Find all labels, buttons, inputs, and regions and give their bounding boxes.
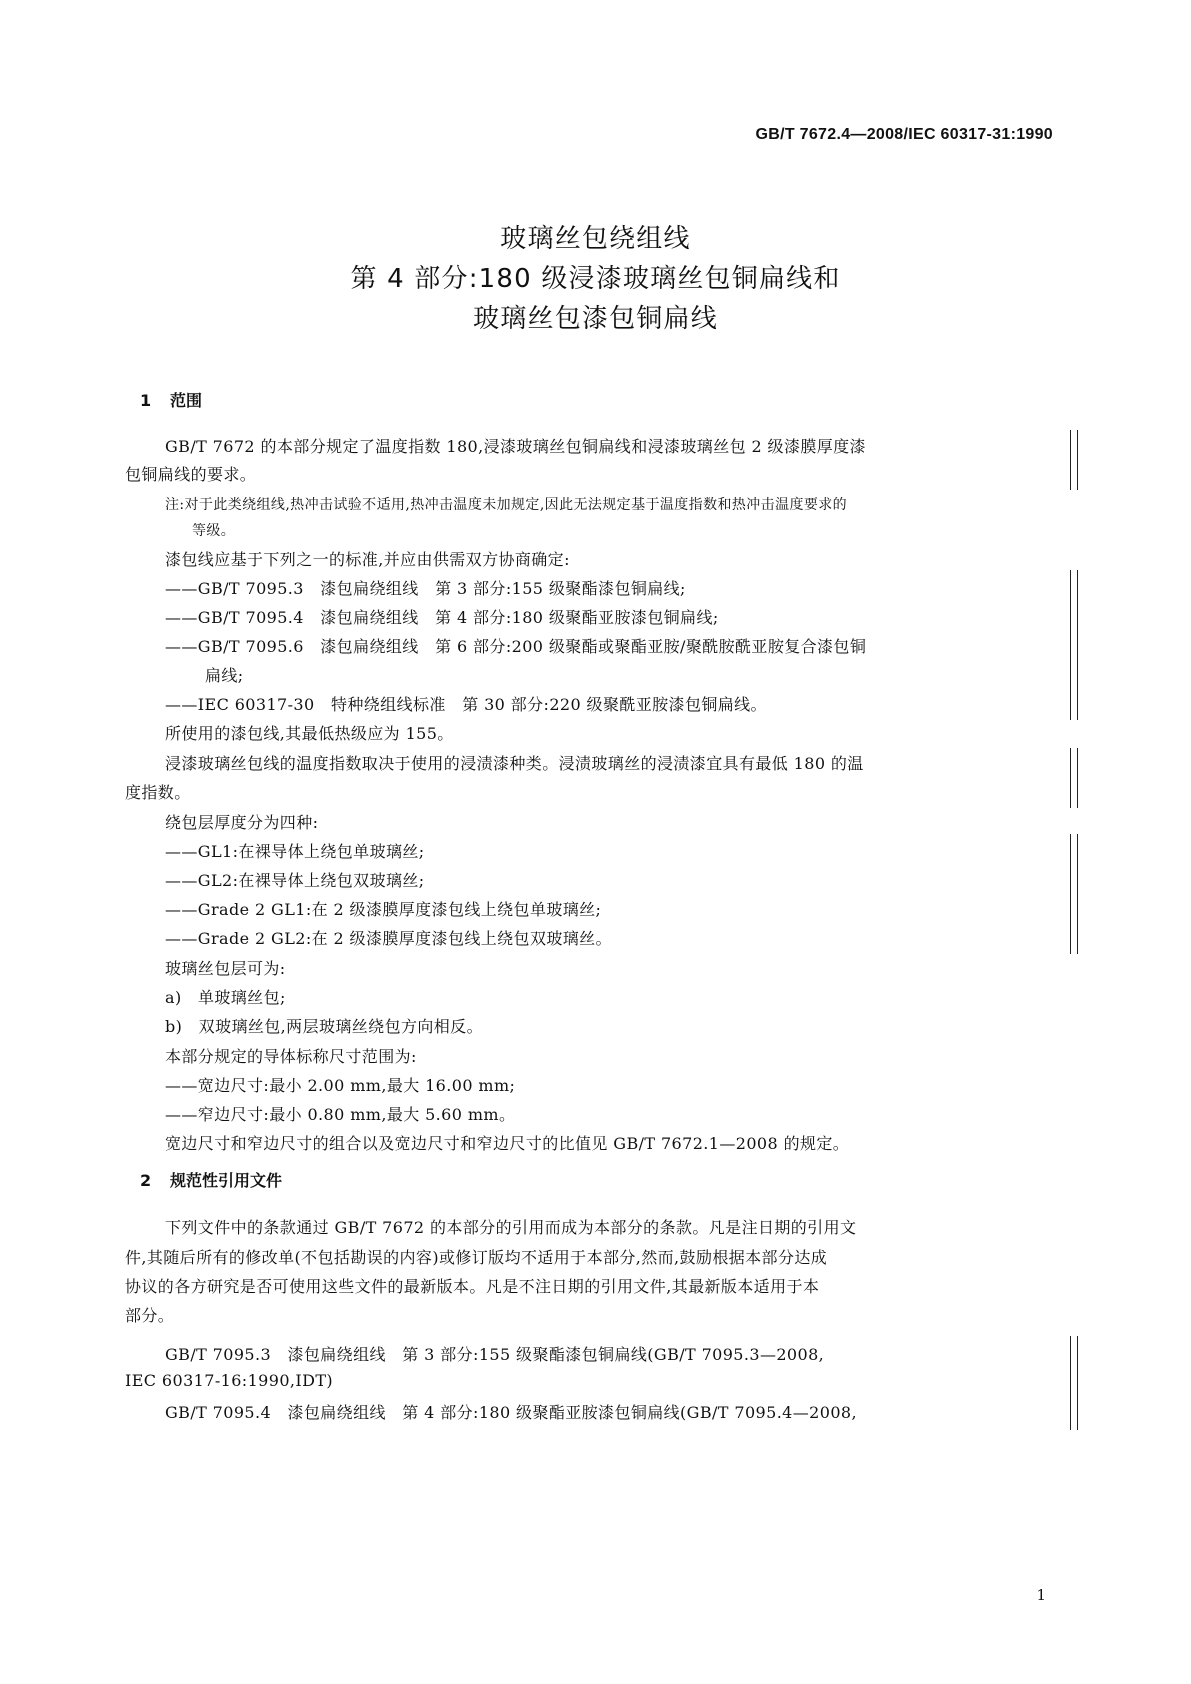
paragraph-line: 浸漆玻璃丝包线的温度指数取决于使用的浸渍漆种类。浸渍玻璃丝的浸渍漆宜具有最低 180 的温 bbox=[165, 754, 864, 773]
paragraph-line: 包铜扁线的要求。 bbox=[125, 465, 257, 484]
list-item: ——GL2:在裸导体上绕包双玻璃丝; bbox=[165, 871, 425, 890]
list-item: ——Grade 2 GL1:在 2 级漆膜厚度漆包线上绕包单玻璃丝; bbox=[165, 900, 602, 919]
section-2-heading bbox=[140, 1168, 282, 1191]
reference-line: IEC 60317-16:1990,IDT) bbox=[125, 1371, 334, 1390]
list-item: ——GB/T 7095.3 漆包扁绕组线 第 3 部分:155 级聚酯漆包铜扁线; bbox=[165, 579, 686, 598]
paragraph-line: 绕包层厚度分为四种: bbox=[165, 813, 319, 832]
list-item: b) 双玻璃丝包,两层玻璃丝绕包方向相反。 bbox=[165, 1017, 483, 1036]
title-line-2: 第 4 部分:180 级浸漆玻璃丝包铜扁线和 bbox=[350, 264, 841, 294]
revision-bar bbox=[1070, 430, 1078, 490]
paragraph-line: 漆包线应基于下列之一的标准,并应由供需双方协商确定: bbox=[165, 550, 570, 569]
list-item-continuation: 扁线; bbox=[205, 666, 244, 685]
paragraph-line: 度指数。 bbox=[125, 783, 191, 802]
revision-bar bbox=[1070, 834, 1078, 954]
section-1-heading bbox=[140, 388, 202, 411]
note-line: 等级。 bbox=[192, 523, 236, 539]
paragraph-line: 协议的各方研究是否可使用这些文件的最新版本。凡是不注日期的引用文件,其最新版本适用于本 bbox=[125, 1277, 820, 1296]
standard-code-header: GB/T 7672.4—2008/IEC 60317-31:1990 bbox=[755, 126, 1053, 143]
list-item: ——窄边尺寸:最小 0.80 mm,最大 5.60 mm。 bbox=[165, 1105, 516, 1124]
section-title: 范围 bbox=[170, 391, 203, 410]
list-item: ——Grade 2 GL2:在 2 级漆膜厚度漆包线上绕包双玻璃丝。 bbox=[165, 929, 612, 948]
paragraph-line: GB/T 7672 的本部分规定了温度指数 180,浸漆玻璃丝包铜扁线和浸漆玻璃丝包 2 级漆膜厚度漆 bbox=[165, 437, 866, 456]
list-item: ——IEC 60317-30 特种绕组线标准 第 30 部分:220 级聚酰亚胺漆包铜扁线。 bbox=[165, 695, 767, 714]
section-number: 1 bbox=[140, 391, 152, 410]
title-line-3: 玻璃丝包漆包铜扁线 bbox=[473, 304, 718, 334]
paragraph-line: 下列文件中的条款通过 GB/T 7672 的本部分的引用而成为本部分的条款。凡是注日期的引用文 bbox=[165, 1218, 857, 1237]
list-item: a) 单玻璃丝包; bbox=[165, 988, 286, 1007]
section-title: 规范性引用文件 bbox=[170, 1171, 283, 1190]
list-item: ——GL1:在裸导体上绕包单玻璃丝; bbox=[165, 842, 425, 861]
page-number: 1 bbox=[1036, 1586, 1046, 1604]
list-item: ——GB/T 7095.6 漆包扁绕组线 第 6 部分:200 级聚酯或聚酯亚胺/聚酰胺酰亚胺复合漆包铜 bbox=[165, 637, 867, 656]
paragraph-line: 玻璃丝包层可为: bbox=[165, 959, 286, 978]
paragraph-line: 本部分规定的导体标称尺寸范围为: bbox=[165, 1047, 417, 1066]
section-number: 2 bbox=[140, 1171, 152, 1190]
revision-bar bbox=[1070, 570, 1078, 720]
title-line-1: 玻璃丝包绕组线 bbox=[500, 224, 691, 254]
list-item: ——宽边尺寸:最小 2.00 mm,最大 16.00 mm; bbox=[165, 1076, 516, 1095]
list-item: ——GB/T 7095.4 漆包扁绕组线 第 4 部分:180 级聚酯亚胺漆包铜扁线; bbox=[165, 608, 719, 627]
revision-bar bbox=[1070, 748, 1078, 808]
revision-bar bbox=[1070, 1336, 1078, 1430]
paragraph-line: 部分。 bbox=[125, 1306, 175, 1325]
paragraph-line: 所使用的漆包线,其最低热级应为 155。 bbox=[165, 724, 454, 743]
reference-line: GB/T 7095.4 漆包扁绕组线 第 4 部分:180 级聚酯亚胺漆包铜扁线(GB/T 7095.4—2008, bbox=[165, 1403, 857, 1422]
reference-line: GB/T 7095.3 漆包扁绕组线 第 3 部分:155 级聚酯漆包铜扁线(GB/T 7095.3—2008, bbox=[165, 1345, 825, 1364]
paragraph-line: 件,其随后所有的修改单(不包括勘误的内容)或修订版均不适用于本部分,然而,鼓励根据本部分达成 bbox=[125, 1248, 828, 1267]
note-line: 注:对于此类绕组线,热冲击试验不适用,热冲击温度未加规定,因此无法规定基于温度指数和热冲击温度要求的 bbox=[165, 497, 848, 513]
paragraph-line: 宽边尺寸和窄边尺寸的组合以及宽边尺寸和窄边尺寸的比值见 GB/T 7672.1—2008 的规定。 bbox=[165, 1134, 850, 1153]
